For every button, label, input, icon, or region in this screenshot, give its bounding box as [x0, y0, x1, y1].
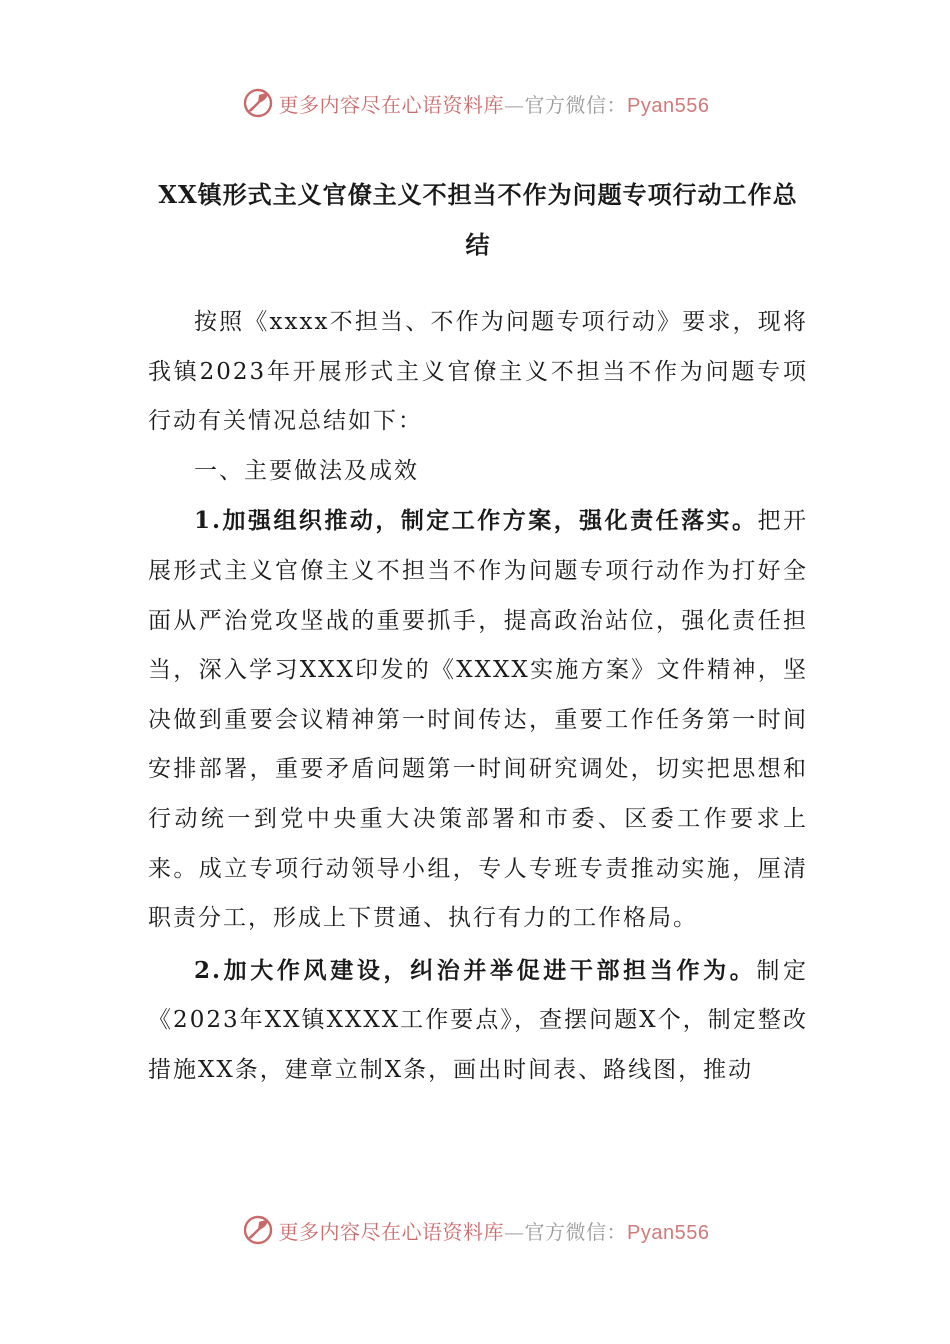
document-title: XX镇形式主义官僚主义不担当不作为问题专项行动工作总结 [158, 180, 798, 259]
quill-circle-icon [241, 1213, 275, 1247]
banner-brand: 更多内容尽在心语资料库 [278, 92, 505, 117]
banner-separator: — [504, 1219, 525, 1244]
item-1-paragraph [148, 496, 808, 943]
banner-wechat-id: Pyan556 [627, 94, 710, 117]
item-1-body: 把开展形式主义官僚主义不担当不作为问题专项行动作为打好全面从严治党攻坚战的重要抓手，提高政治站位，强化责任担当，深入学习XXX印发的《XXXX实施方案》文件精神，坚决做到重要会议精神第一时间传达，重要工作任务第一时间安排部署，重要矛盾问题第一时间研究调处，切实把思想和行动统一到党中央重大决策部署和市委、区委工作要求上来。成立专项行动领导小组，专人专班专责推动实施，厘清职责分工，形成上下贯通、执行有力的工作格局。 [148, 508, 809, 932]
banner-separator: — [504, 92, 525, 117]
document-body [148, 170, 808, 1096]
item-1-lead: 1.加强组织推动，制定工作方案，强化责任落实。 [194, 507, 758, 535]
banner-wechat-id: Pyan556 [627, 1221, 710, 1244]
item-2-lead: 2.加大作风建设，纠治并举促进干部担当作为。 [194, 956, 757, 984]
item-2-paragraph [148, 946, 808, 1096]
banner-label: 官方微信： [524, 1219, 628, 1244]
header-banner [0, 83, 950, 123]
footer-banner [0, 1210, 950, 1250]
intro-paragraph: 按照《xxxx不担当、不作为问题专项行动》要求，现将我镇2023年开展形式主义官僚主义不担当不作为问题专项行动有关情况总结如下： [148, 309, 808, 435]
section-heading: 一、主要做法及成效 [194, 457, 419, 484]
item-2-body: 制定《2023年XX镇XXXX工作要点》，查摆问题X个，制定整改措施XX条，建章立制X条，画出时间表、路线图，推动 [148, 957, 808, 1083]
banner-label: 官方微信： [524, 92, 628, 117]
quill-circle-icon [241, 86, 275, 120]
banner-brand: 更多内容尽在心语资料库 [278, 1219, 505, 1244]
